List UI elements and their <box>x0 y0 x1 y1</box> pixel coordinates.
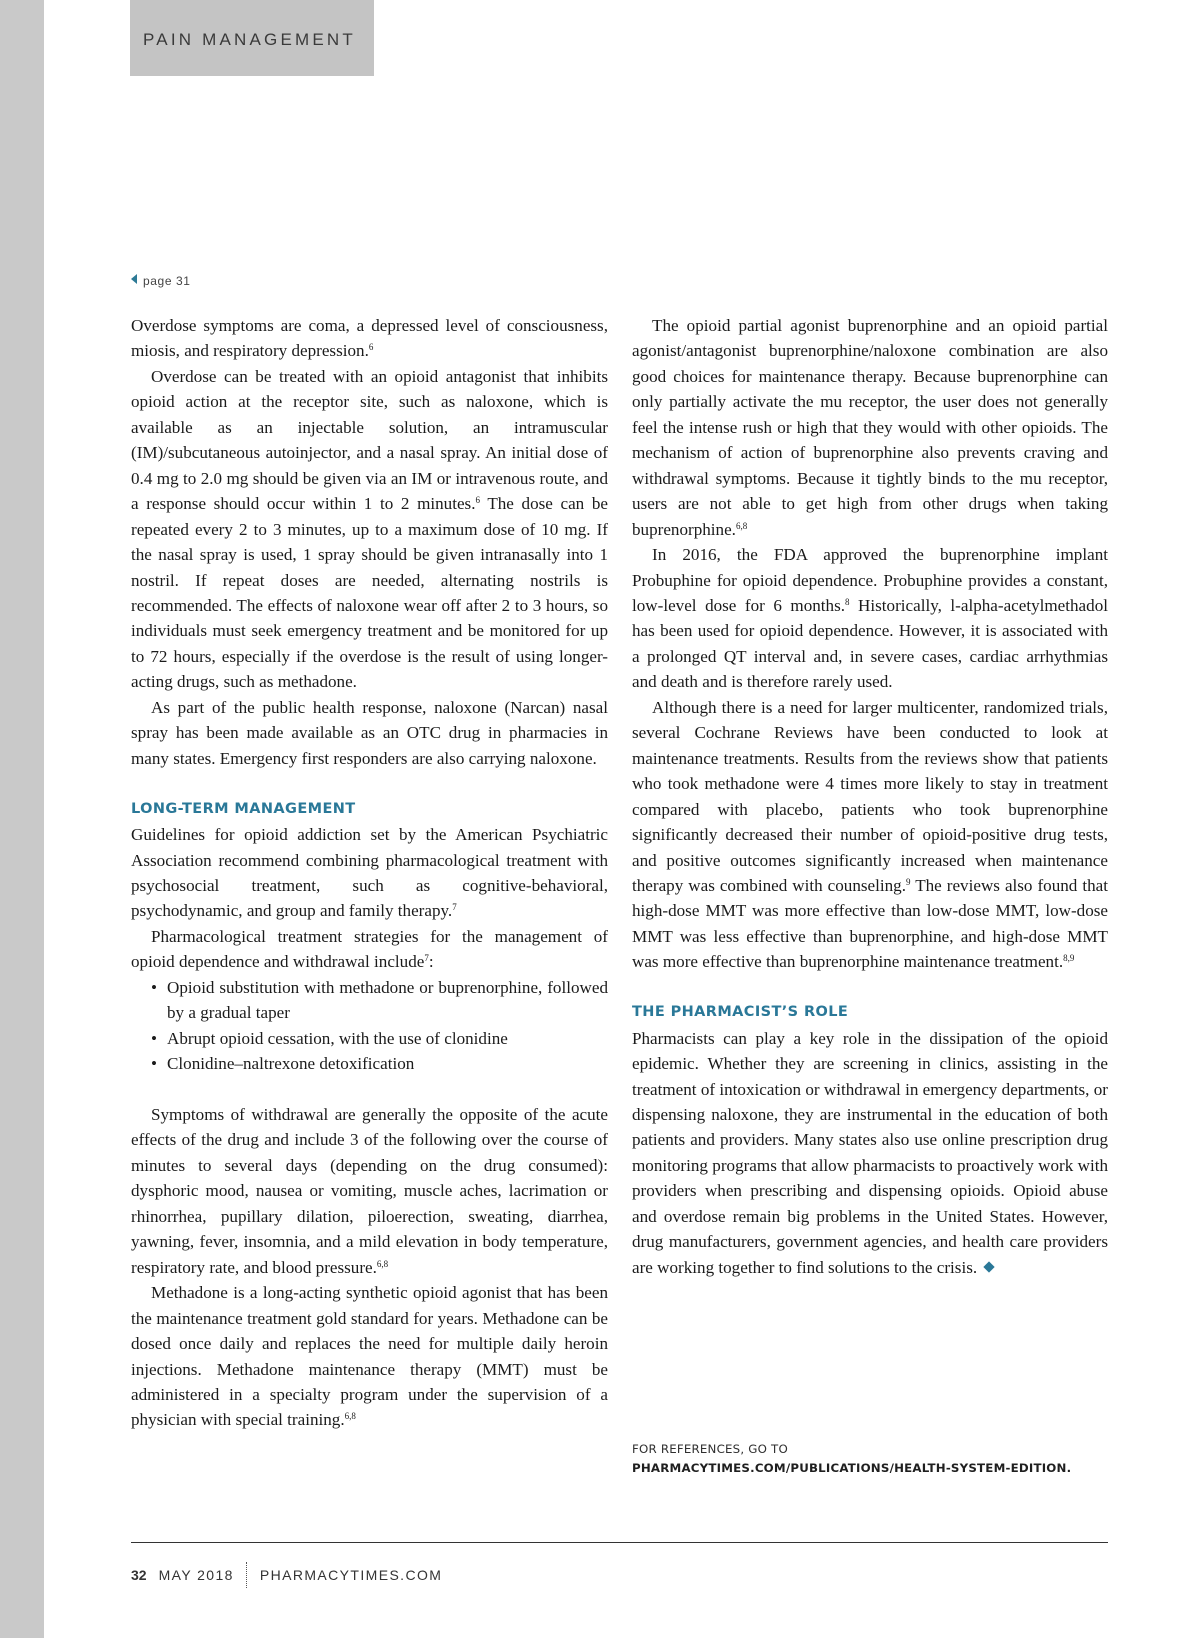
paragraph-text: Overdose can be treated with an opioid antagonist that inhibits opioid action at the receptor site, such as naloxone, which is available as an injectable solution, an intramuscular (IM)/subcutaneous autoinjector, and a nasal spray. An initial dose of 0.4 mg to 2.0 mg should be given via an IM or intravenous route, and a response should occur within 1 to 2 minutes. <box>131 366 608 514</box>
section-tab <box>130 0 374 76</box>
paragraph-text: Symptoms of withdrawal are generally the opposite of the acute effects of the drug and include 3 of the following over the course of minutes to several days (depending on the drug consumed): dysphoric mood, nausea or vomiting, muscle aches, lacrimation or rhinorrhea, pupillary dilation, piloerection, sweating, diarrhea, yawning, fever, insomnia, and a mild elevation in body temperature, respiratory rate, and blood pressure. <box>131 1105 608 1277</box>
paragraph-text: Overdose symptoms are coma, a depressed level of consciousness, miosis, and respiratory depression. <box>131 316 608 361</box>
list-item <box>151 1026 608 1051</box>
footer-divider <box>246 1562 248 1588</box>
footnote-ref: 8,9 <box>1063 953 1075 964</box>
footnote-ref: 8 <box>845 596 850 607</box>
paragraph <box>131 695 608 771</box>
references-prefix: FOR REFERENCES, GO TO <box>632 1442 788 1456</box>
references-link[interactable]: PHARMACYTIMES.COM/PUBLICATIONS/HEALTH-SYSTEM-EDITION <box>632 1461 1067 1475</box>
paragraph-text: The opioid partial agonist buprenorphine and an opioid partial agonist/antagonist buprenorphine/naloxone combination are also good choices for maintenance therapy. Because buprenorphine can only partially activate the mu receptor, the user does not generally feel the intense rush or high that they would with other opioids. The mechanism of action of buprenorphine also prevents craving and withdrawal symptoms. Because it tightly binds to the mu receptor, users are not able to get high from other drugs when taking buprenorphine. <box>632 316 1108 539</box>
footnote-ref: 6 <box>475 495 480 506</box>
paragraph <box>632 542 1108 695</box>
list-item <box>151 975 608 1026</box>
footer-rule <box>131 1542 1108 1543</box>
left-margin-bar <box>0 0 44 1638</box>
continued-from-marker <box>131 274 191 288</box>
footnote-ref: 6,8 <box>376 1258 389 1269</box>
list-item-text: Opioid substitution with methadone or buprenorphine, followed by a gradual taper <box>167 977 608 1023</box>
paragraph-text: Pharmacological treatment strategies for the management of opioid dependence and withdrawal include <box>131 926 608 972</box>
paragraph <box>131 822 608 924</box>
section-heading-pharmacist-role: THE PHARMACIST’S ROLE <box>632 1004 849 1021</box>
paragraph <box>632 313 1108 542</box>
page-number: 32 <box>131 1567 147 1583</box>
footnote-ref: 7 <box>452 902 457 913</box>
issue-date: MAY 2018 <box>158 1567 234 1583</box>
paragraph-text: In 2016, the FDA approved the buprenorphine implant Probuphine for opioid dependence. Probuphine provides a constant, low-level dose for 6 months. <box>632 545 1108 615</box>
paragraph <box>131 1280 608 1433</box>
paragraph-text: Although there is a need for larger multicenter, randomized trials, several Cochrane Reviews have been conducted to look at maintenance treatments. Results from the reviews show that patients who took methadone were 4 times more likely to stay in treatment compared with placebo, patients who took buprenorphine significantly decreased their number of opioid-positive drug tests, and positive outcomes significantly increased when maintenance therapy was combined with counseling. <box>632 697 1108 895</box>
continued-page-label: page 31 <box>143 274 191 288</box>
paragraph <box>632 1026 1108 1281</box>
paragraph <box>632 695 1108 975</box>
triangle-left-icon <box>131 274 137 284</box>
paragraph-text: : <box>428 952 434 972</box>
paragraph-text: The dose can be repeated every 2 to 3 minutes, up to a maximum dose of 10 mg. If the nasal spray is used, 1 spray should be given intranasally into 1 nostril. If repeat doses are needed, alternating nostrils is recommended. The effects of naloxone wear off after 2 to 3 hours, so individuals must seek emergency treatment and be monitored for up to 72 hours, especially if the overdose is the result of using longer-acting drugs, such as methadone. <box>131 494 608 692</box>
list-item <box>151 1051 608 1076</box>
paragraph-text: Pharmacists can play a key role in the dissipation of the opioid epidemic. Whether they are screening in clinics, assisting in the treatment of intoxication or withdrawal in emergency departments, or dispensing naloxone, they are instrumental in the education of both patients and providers. Many states also use online prescription drug monitoring programs that allow pharmacists to proactively work with providers when prescribing and dispensing opioids. Opioid abuse and overdose remain big problems in the United States. However, drug manufacturers, government agencies, and health care providers are working together to find solutions to the crisis. <box>632 1028 1108 1277</box>
treatment-list <box>131 975 608 1077</box>
site-name: PHARMACYTIMES.COM <box>259 1567 443 1583</box>
paragraph-text: Guidelines for opioid addiction set by the American Psychiatric Association recommend combining pharmacological treatment with psychosocial treatment, such as cognitive-behavioral, psychodynamic, and group and family therapy. <box>131 825 608 921</box>
footnote-ref: 6,8 <box>344 1411 356 1422</box>
paragraph <box>131 364 608 695</box>
paragraph-text: The reviews also found that high-dose MMT was more effective than low-dose MMT, low-dose MMT was less effective than buprenorphine, and high-dose MMT was more effective than buprenorphine maintenance treatment. <box>632 875 1108 972</box>
references-note <box>632 1440 1108 1478</box>
section-heading-long-term: LONG-TERM MANAGEMENT <box>131 800 356 817</box>
footnote-ref: 9 <box>906 876 911 887</box>
references-suffix: . <box>1066 1461 1072 1475</box>
list-item-text: Clonidine–naltrexone detoxification <box>167 1054 415 1074</box>
list-item-text: Abrupt opioid cessation, with the use of clonidine <box>167 1028 508 1048</box>
paragraph-text: Historically, l-alpha-acetylmethadol has been used for opioid dependence. However, it is associated with a prolonged QT interval and, in severe cases, cardiac arrhythmias and death and is therefore rarely used. <box>632 595 1108 692</box>
paragraph-text: As part of the public health response, naloxone (Narcan) nasal spray has been made available as an OTC drug in pharmacies in many states. Emergency first responders are also carrying naloxone. <box>131 697 608 768</box>
footnote-ref: 7 <box>424 953 429 964</box>
section-title: PAIN MANAGEMENT <box>143 30 356 49</box>
right-column <box>632 313 1108 1280</box>
end-of-article-diamond-icon <box>983 1261 994 1272</box>
bullet-icon: • <box>151 977 157 997</box>
paragraph-text: Methadone is a long-acting synthetic opioid agonist that has been the maintenance treatment gold standard for years. Methadone can be dosed once daily and replaces the need for multiple daily heroin injections. Methadone maintenance therapy (MMT) must be administered in a specialty program under the supervision of a physician with special training. <box>131 1283 608 1430</box>
paragraph <box>131 313 608 364</box>
paragraph <box>131 1102 608 1280</box>
page-footer <box>131 1562 442 1588</box>
bullet-icon: • <box>151 1028 157 1048</box>
footnote-ref: 6,8 <box>735 520 748 531</box>
paragraph <box>131 924 608 975</box>
footnote-ref: 6 <box>368 342 374 353</box>
bullet-icon: • <box>151 1054 157 1074</box>
left-column <box>131 313 608 1433</box>
